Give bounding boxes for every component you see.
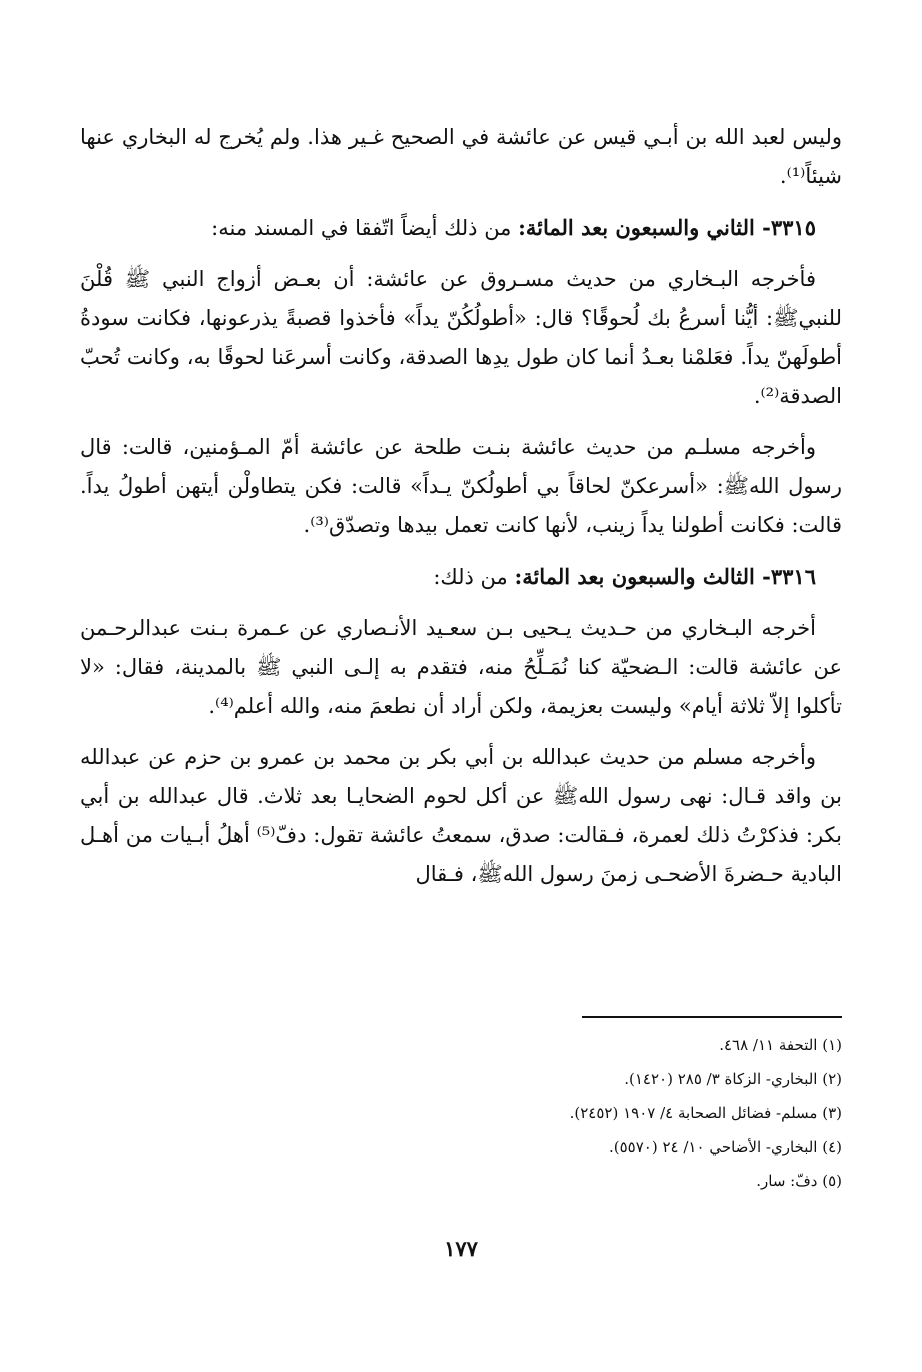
paragraph: [80, 428, 842, 545]
paragraph: [80, 118, 842, 196]
paragraph: [80, 738, 842, 894]
page-number: ١٧٧: [444, 1236, 478, 1261]
main-text: [80, 118, 842, 906]
paragraph-text: فأخرجه البـخاري من حديث مسـروق عن عائشة: أن بعـض أزواج النبي ﷺ قُلْنَ للنبيﷺ: أيُّنا أسرعُ بك لُحوقًا؟ قال: «أطولُكُنّ يداً» فأخذوا قصبةً يذرعونها، فكانت سودةُ أطولَهنّ يداً. فعَلمْنا بعـدُ أنما كان طول يدِها الصدقة، وكانت أسرعَنا لحوقًا به، وكانت تُحبّ الصدقة⁽²⁾.: [80, 267, 843, 408]
paragraph: [80, 609, 842, 726]
footnote: (٢) البخاري- الزكاة ٣/ ٢٨٥ (١٤٢٠).: [624, 1070, 842, 1088]
hadith-heading-3316: [80, 557, 842, 597]
heading-text: من ذلك أيضاً اتّفقا في المسند منه:: [211, 216, 512, 240]
heading-number-label: ٣٣١٥- الثاني والسبعون بعد المائة:: [518, 215, 816, 240]
paragraph: [80, 260, 842, 416]
footnote-divider: [582, 1016, 842, 1018]
paragraph-text: وأخرجه مسلـم من حديث عائشة بنـت طلحة عن عائشة أمّ المـؤمنين، قالت: قال رسول اللهﷺ: «أسرعكنّ لحاقاً بي أطولُكنّ يـداً» قالت: فكن يتطاولْن أيتهن أطولُ يداً. قالت: فكانت أطولنا يداً زينب، لأنها كانت تعمل بيدها وتصدّق⁽³⁾.: [80, 435, 842, 537]
footnote: (١) التحفة ١١/ ٤٦٨.: [719, 1036, 842, 1054]
paragraph-text: أخرجه البـخاري من حـديث يـحيى بـن سعـيد الأنـصاري عن عـمرة بـنت عبدالرحـمن عن عائشة قالت: الـضحيّة كنا نُمَـلِّحُ منه، فتقدم به إلـى النبي ﷺ بالمدينة، فقال: «لا تأكلوا إلاّ ثلاثة أيام» وليست بعزيمة، ولكن أراد أن نطعمَ منه، والله أعلم⁽⁴⁾.: [80, 616, 842, 718]
footnote: (٣) مسلم- فضائل الصحابة ٤/ ١٩٠٧ (٢٤٥٢).: [569, 1104, 842, 1122]
footnote: (٤) البخاري- الأضاحي ١٠/ ٢٤ (٥٥٧٠).: [608, 1138, 842, 1156]
heading-text: من ذلك:: [433, 565, 508, 589]
hadith-heading-3315: [80, 208, 842, 248]
heading-number-label: ٣٣١٦- الثالث والسبعون بعد المائة:: [514, 564, 816, 589]
footnote: (٥) دفّ: سار.: [756, 1172, 842, 1190]
paragraph-text: وليس لعبد الله بن أبـي قيس عن عائشة في الصحيح غـير هذا. ولم يُخرج له البخاري عنها شيئاً⁽¹⁾.: [80, 125, 842, 188]
paragraph-text: وأخرجه مسلم من حديث عبدالله بن أبي بكر بن محمد بن عمرو بن حزم عن عبدالله بن واقد قـال: نهى رسول اللهﷺ عن أكل لحوم الضحايـا بعد ثلاث. قال عبدالله بن أبي بكر: فذكرْتُ ذلك لعمرة، فـقالت: صدق، سمعتُ عائشة تقول: دفّ⁽⁵⁾ أهلُ أبـيات من أهـل البادية حـضرةَ الأضحـى زمنَ رسول اللهﷺ، فـقال: [80, 745, 842, 886]
footnotes-list: [342, 1028, 842, 1198]
